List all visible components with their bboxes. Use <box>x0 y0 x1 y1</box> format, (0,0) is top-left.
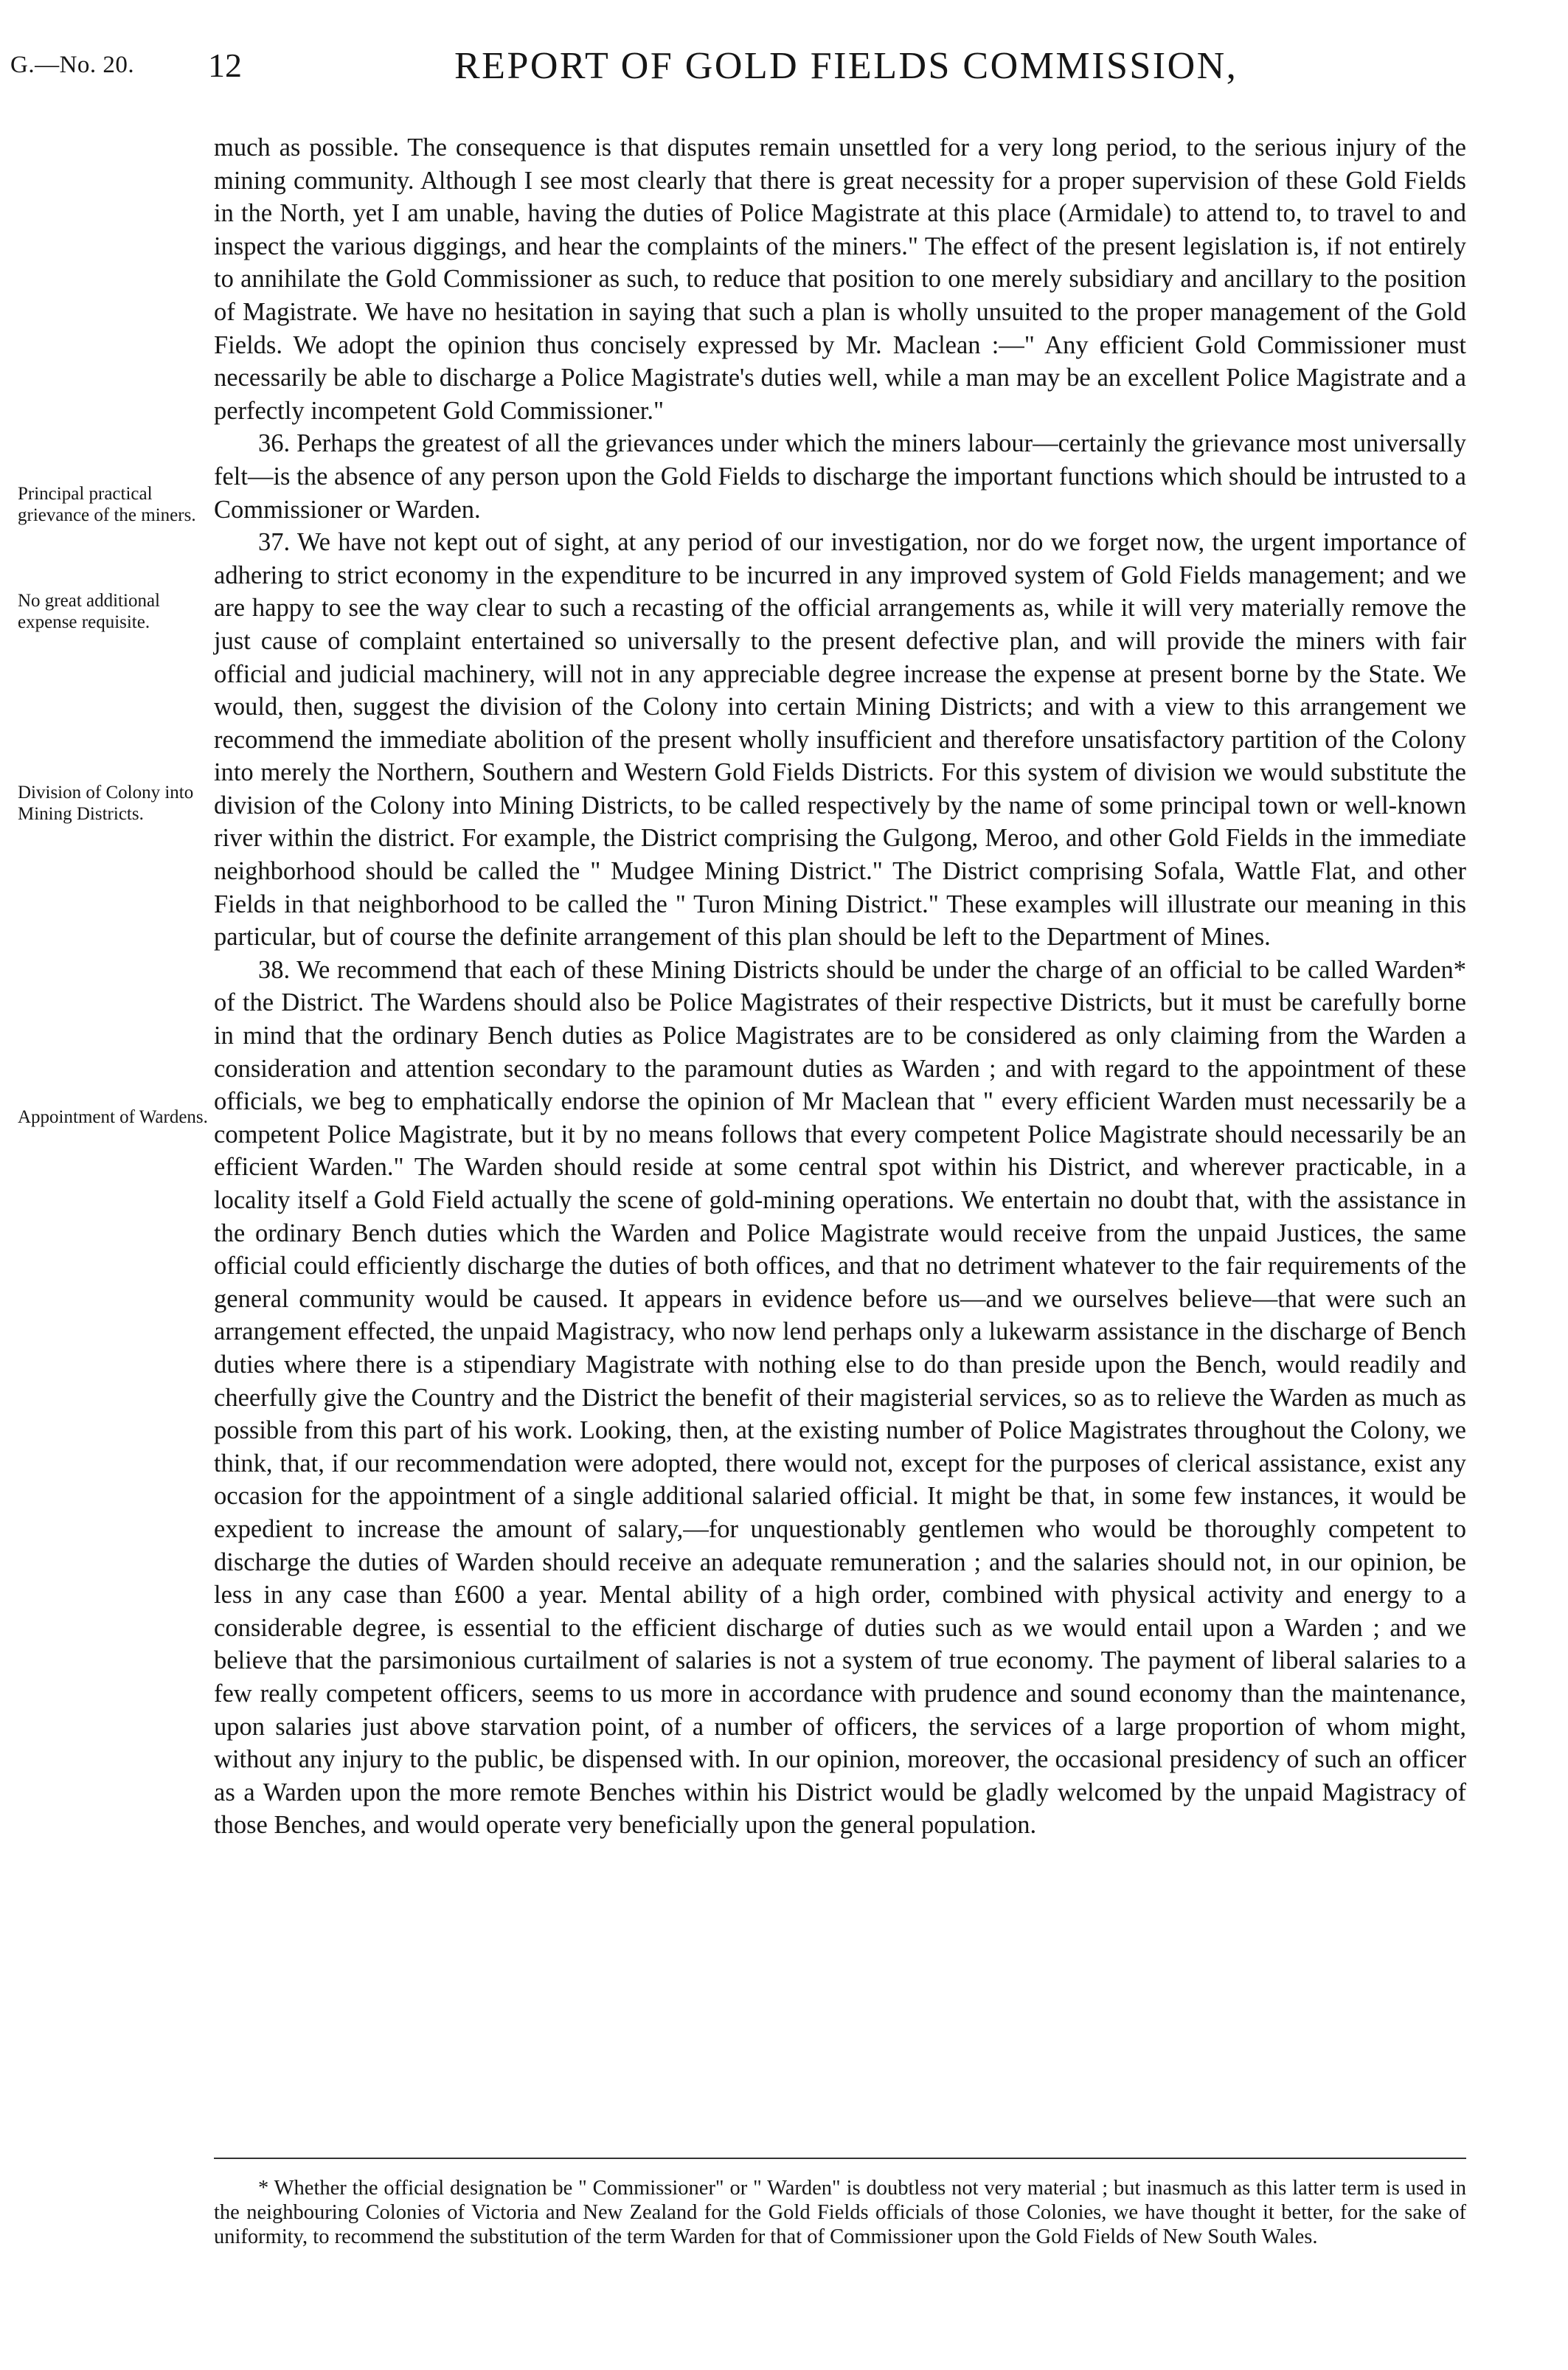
page-number: 12 <box>208 46 242 84</box>
paragraph-continuation: much as possible. The consequence is that disputes remain unsettled for a very long period, to the serious injury of the mining community. Although I see most clearly that there is great necessity for a proper supervision of these Gold Fields in the North, yet I am unable, having the duties of Police Magistrate at this place (Armidale) to attend to, to travel to and inspect the various diggings, and hear the complaints of the miners." The effect of the present legislation is, if not entirely to annihilate the Gold Commissioner as such, to reduce that position to one merely subsidiary and ancillary to the position of Magistrate. We have no hesitation in saying that such a plan is wholly unsuited to the proper management of the Gold Fields. We adopt the opinion thus concisely expressed by Mr. Maclean :—" Any efficient Gold Commissioner must necessarily be able to discharge a Police Magistrate's duties well, while a man may be an excellent Police Magistrate and a perfectly incompetent Gold Commissioner." <box>214 134 1466 425</box>
page-header <box>0 44 1568 103</box>
footnote-divider <box>214 2158 1466 2159</box>
margin-note-division-of-colony: Division of Colony into Mining Districts. <box>18 783 194 824</box>
margin-note-appointment-of-wardens: Appointment of Wardens. <box>18 1107 208 1127</box>
document-reference: G.—No. 20. <box>10 52 135 78</box>
paragraph-36: 36. Perhaps the greatest of all the grievances under which the miners labour—certainly the grievance most universally felt—is the absence of any person upon the Gold Fields to discharge the important functions which should be intrusted to a Commissioner or Warden. <box>214 429 1466 524</box>
paragraph-38: 38. We recommend that each of these Mining Districts should be under the charge of an official to be called Warden* of the District. The Wardens should also be Police Magistrates of their respective Districts, but it must be carefully borne in mind that the ordinary Bench duties as Police Magistrates are to be considered as only claiming from the Warden a consideration and attention secondary to the paramount duties as Warden ; and with regard to the appointment of these officials, we beg to emphatically endorse the opinion of Mr Maclean that " every efficient Warden must necessarily be a competent Police Magistrate, but it by no means follows that every competent Police Magistrate should necessarily be an efficient Warden." The Warden should reside at some central spot within his District, and wherever practicable, in a locality itself a Gold Field actually the scene of gold-mining operations. We entertain no doubt that, with the assistance in the ordinary Bench duties which the Warden and Police Magistrate would receive from the unpaid Justices, the same official could efficiently discharge the duties of both offices, and that no detriment whatever to the fair requirements of the general community would be caused. It appears in evidence before us—and we ourselves believe—that were such an arrangement effected, the unpaid Magistracy, who now lend perhaps only a lukewarm assistance in the discharge of Bench duties where there is a stipendiary Magistrate with nothing else to do than preside upon the Bench, would readily and cheerfully give the Country and the District the benefit of their magisterial services, so as to relieve the Warden as much as possible from this part of his work. Looking, then, at the existing number of Police Magistrates throughout the Colony, we think, that, if our recommendation were adopted, there would not, except for the purposes of clerical assistance, exist any occasion for the appointment of a single additional salaried official. It might be that, in some few instances, it would be expedient to increase the amount of salary,—for unquestionably gentlemen who would be thoroughly competent to discharge the duties of Warden should receive an adequate remuneration ; and the salaries should not, in our opinion, be less in any case than £600 a year. Mental ability of a high order, combined with physical activity and energy to a considerable degree, is essential to the efficient discharge of duties such as we would entail upon a Warden ; and we believe that the parsimonious curtailment of salaries is not a system of true economy. The payment of liberal salaries to a few really competent officers, seems to us more in accordance with prudence and sound economy than the maintenance, upon salaries just above starvation point, of a number of officers, the services of a large proportion of whom might, without any injury to the public, be dispensed with. In our opinion, moreover, the occasional presidency of such an officer as a Warden upon the more remote Benches within his District would be gladly welcomed by the unpaid Magistracy of those Benches, and would operate very beneficially upon the general population. <box>214 955 1466 1840</box>
paragraph-37: 37. We have not kept out of sight, at any period of our investigation, nor do we forget now, the urgent importance of adhering to strict economy in the expenditure to be incurred in any improved system of Gold Fields management; and we are happy to see the way clear to such a recasting of the official arrangements as, while it will very materially remove the just cause of complaint entertained so universally to the present defective plan, and will provide the miners with fair official and judicial machinery, will not in any appreciable degree increase the expense at present borne by the State. We would, then, suggest the division of the Colony into certain Mining Districts; and with a view to this arrangement we recommend the immediate abolition of the present wholly insufficient and therefore unsatisfactory partition of the Colony into merely the Northern, Southern and Western Gold Fields Districts. For this system of division we would substitute the division of the Colony into Mining Districts, to be called respectively by the name of some principal town or well-known river within the district. For example, the District comprising the Gulgong, Meroo, and other Gold Fields in the immediate neighborhood should be called the " Mudgee Mining District." The District comprising Sofala, Wattle Flat, and other Fields in that neighborhood to be called the " Turon Mining District." These examples will illustrate our meaning in this particular, but of course the definite arrangement of this plan should be left to the Department of Mines. <box>214 528 1466 952</box>
margin-note-no-great-expense: No great additional expense requisite. <box>18 591 160 632</box>
margin-note-principal-grievance: Principal practical grievance of the miners. <box>18 484 196 525</box>
footnote: * Whether the official designation be " Commissioner" or " Warden" is doubtless not very material ; but inasmuch as this latter term is used in the neighbouring Colonies of Victoria and New Zealand for the Gold Fields officials of those Colonies, we have thought it better, for the sake of uniformity, to recommend the substitution of the term Warden for that of Commissioner upon the Gold Fields of New South Wales. <box>214 2177 1466 2248</box>
page-title: REPORT OF GOLD FIELDS COMMISSION, <box>454 45 1238 87</box>
body-text <box>214 131 1466 1842</box>
